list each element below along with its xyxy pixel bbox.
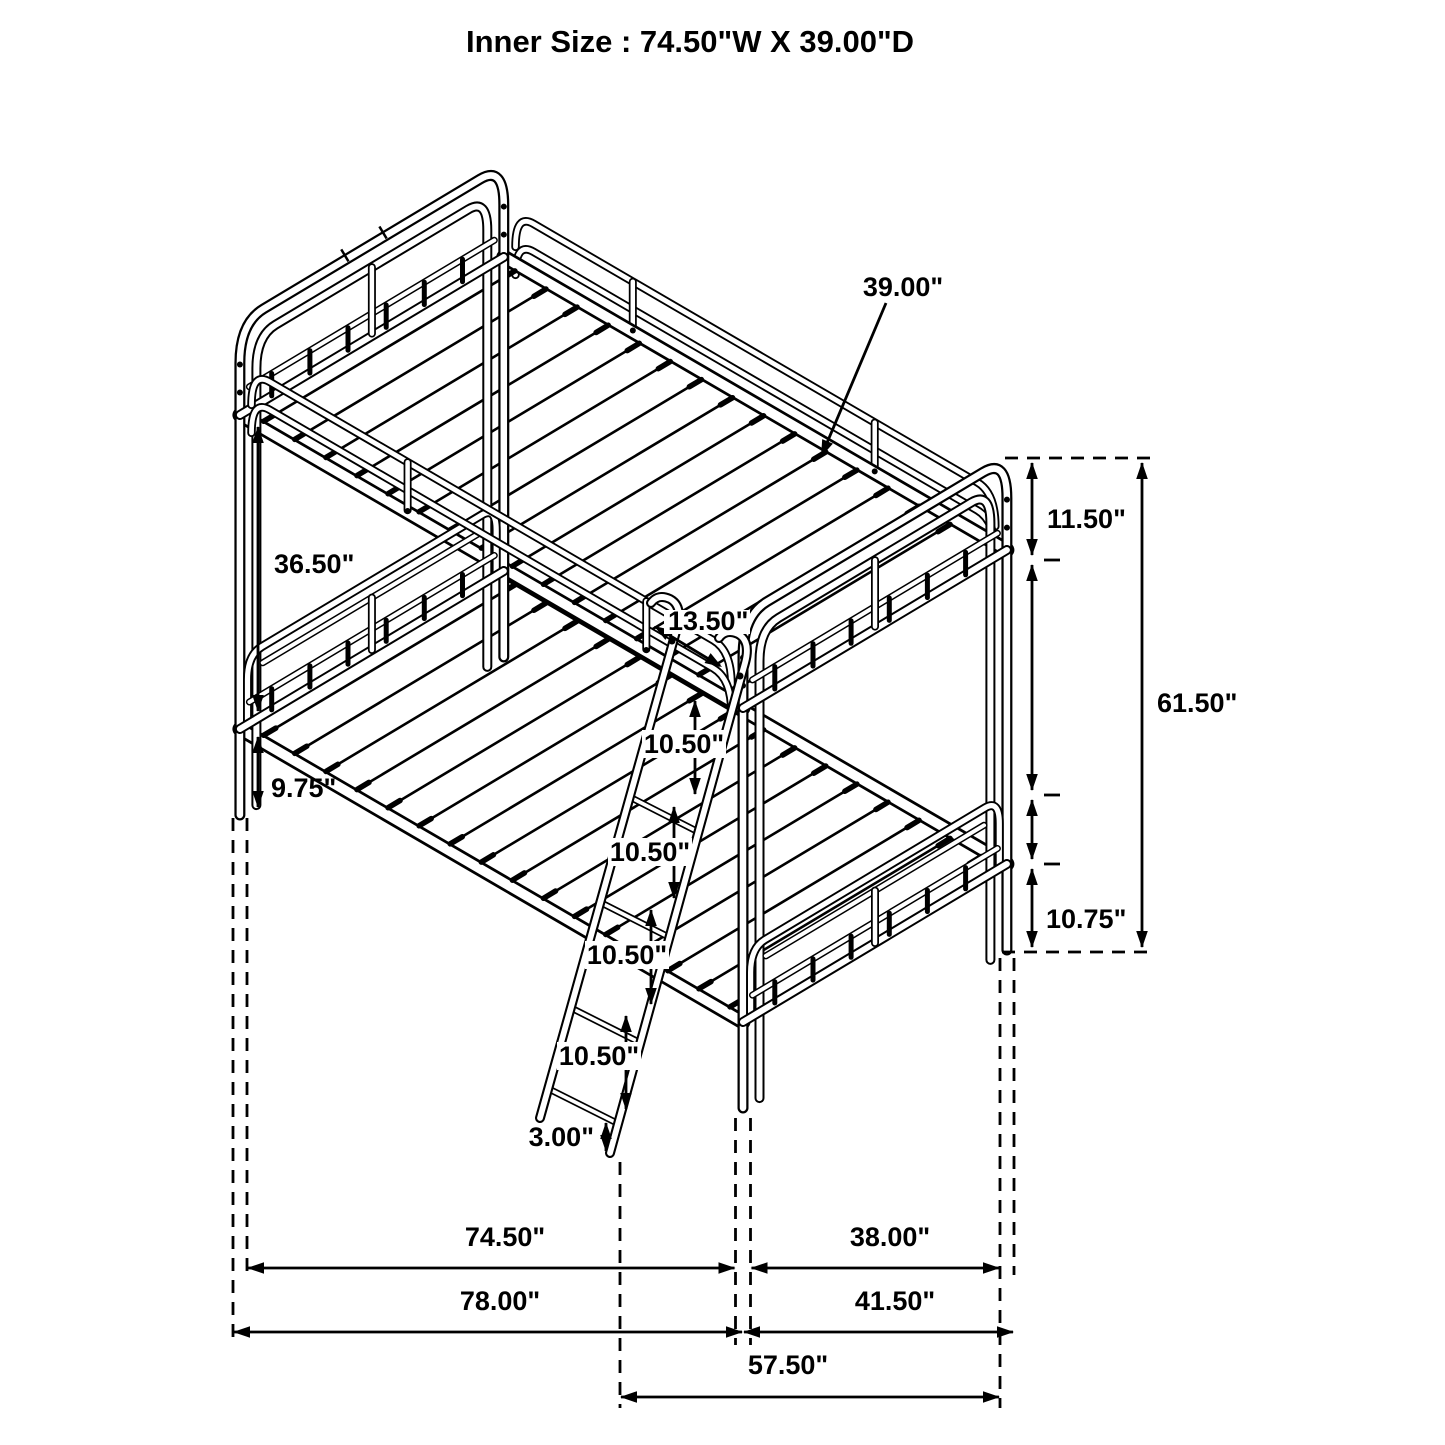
- dim-label-ladder-step-2: 10.50": [609, 837, 691, 867]
- dim-label-ladder-step-1: 10.50": [643, 729, 725, 759]
- bed-wireframe-and-dimension-lines: [233, 175, 1152, 1408]
- dim-label-outer-width: 78.00": [459, 1286, 541, 1316]
- dim-label-lower-deck-height: 9.75": [271, 773, 337, 803]
- dim-label-ladder-step-4: 10.50": [558, 1041, 640, 1071]
- dim-label-slat-depth: 39.00": [862, 272, 944, 302]
- dim-label-ladder-bottom-gap: 3.00": [528, 1122, 594, 1152]
- dim-label-ladder-floor-span: 57.50": [747, 1350, 829, 1380]
- dim-label-inner-width: 74.50": [464, 1222, 546, 1252]
- dim-label-inner-depth: 38.00": [849, 1222, 931, 1252]
- dim-label-lower-deck-to-floor: 10.75": [1046, 904, 1127, 934]
- diagram-title: Inner Size : 74.50"W X 39.00"D: [465, 24, 915, 59]
- dim-label-outer-depth: 41.50": [854, 1286, 936, 1316]
- dim-label-guard-to-top: 11.50": [1047, 504, 1126, 534]
- dim-label-guard-height: 13.50": [668, 606, 749, 636]
- dim-label-ladder-step-3: 10.50": [586, 940, 668, 970]
- dim-label-overall-height: 61.50": [1157, 688, 1238, 718]
- dim-label-bunk-spacing: 36.50": [274, 549, 355, 579]
